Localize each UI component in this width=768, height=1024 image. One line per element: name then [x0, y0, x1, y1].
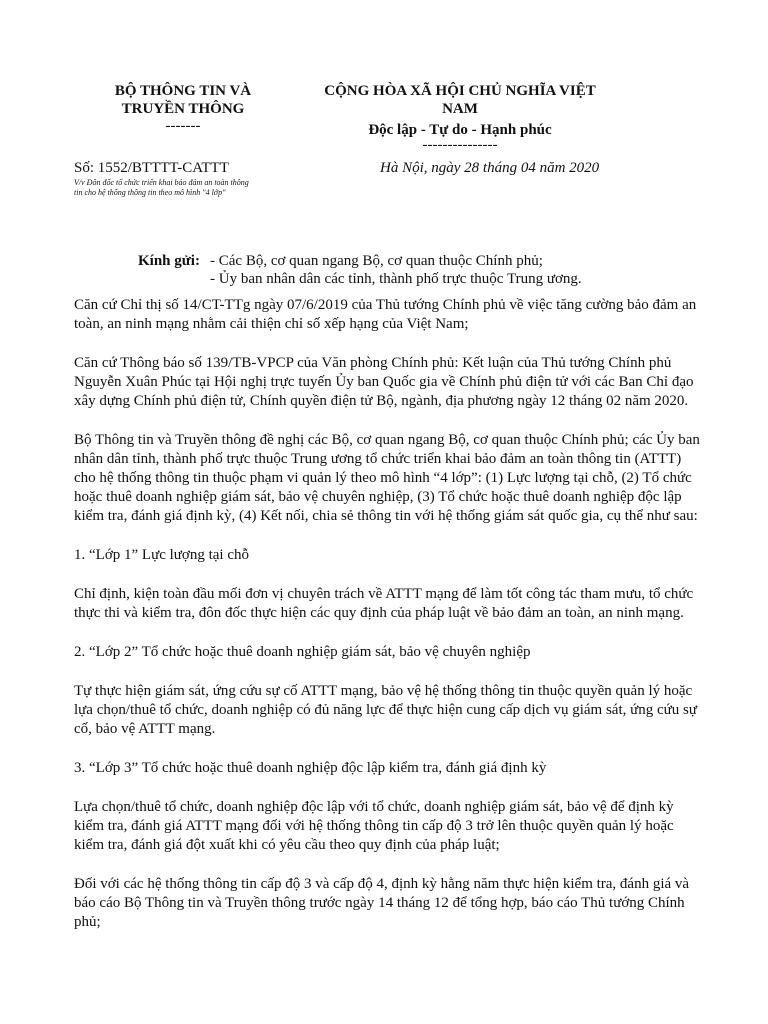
- paragraph-layer-3: Lựa chọn/thuê tổ chức, doanh nghiệp độc lập với tổ chức, doanh nghiệp giám sát, bảo vệ để định kỳ kiểm tra, đánh giá ATTT mạng đối với hệ thống thông tin cấp độ 3 trở lên thuộc quyền quản lý hoặc kiểm tra, đánh giá đột xuất khi có yêu cầu theo quy định của pháp luật;: [74, 799, 674, 853]
- section-heading-layer-3: 3. “Lớp 3” Tổ chức hoặc thuê doanh nghiệp độc lập kiểm tra, đánh giá định kỳ: [74, 760, 547, 776]
- paragraph-legal-basis-2: Căn cứ Thông báo số 139/TB-VPCP của Văn phòng Chính phủ: Kết luận của Thủ tướng Chính phủ Nguyễn Xuân Phúc tại Hội nghị trực tuyến Ủy ban Quốc gia về Chính phủ điện tử với các Ban Chỉ đạo xây dựng Chính phủ điện tử, Chính quyền điện tử Bộ, ngành, địa phương ngày 12 tháng 02 năm 2020.: [74, 355, 694, 409]
- document-body: [74, 296, 704, 952]
- country-name-line1: CỘNG HÒA XÃ HỘI CHỦ NGHĨA VIỆT: [324, 83, 596, 99]
- document-subject: [74, 178, 304, 198]
- document-number: Số: 1552/BTTTT-CATTT: [74, 160, 229, 176]
- recipients-block: [138, 252, 582, 288]
- agency-divider: -------: [165, 118, 201, 134]
- agency-name-line2: TRUYỀN THÔNG: [121, 101, 245, 117]
- paragraph-layer-1: Chỉ định, kiện toàn đầu mối đơn vị chuyên trách về ATTT mạng để làm tốt công tác tham mưu, tổ chức thực thi và kiểm tra, đôn đốc thực hiện các quy định của pháp luật về bảo đảm an toàn, an ninh mạng.: [74, 586, 694, 621]
- paragraph-request: Bộ Thông tin và Truyền thông đề nghị các Bộ, cơ quan ngang Bộ, cơ quan thuộc Chính phủ; các Ủy ban nhân dân tỉnh, thành phố trực thuộc Trung ương tổ chức triển khai bảo đảm an toàn thông tin (ATTT) cho hệ thống thông tin thuộc phạm vi quản lý theo mô hình “4 lớp”: (1) Lực lượng tại chỗ, (2) Tổ chức hoặc thuê doanh nghiệp giám sát, bảo vệ chuyên nghiệp, (3) Tổ chức hoặc thuê doanh nghiệp độc lập kiểm tra, đánh giá định kỳ, (4) Kết nối, chia sẻ thông tin với hệ thống giám sát quốc gia, cụ thể như sau:: [74, 432, 700, 524]
- issue-date: Hà Nội, ngày 28 tháng 04 năm 2020: [380, 160, 600, 176]
- paragraph-layer-2: Tự thực hiện giám sát, ứng cứu sự cố ATTT mạng, bảo vệ hệ thống thông tin thuộc quyền quản lý hoặc lựa chọn/thuê tổ chức, doanh nghiệp có đủ năng lực để thực hiện cung cấp dịch vụ giám sát, ứng cứu sự cố, bảo vệ ATTT mạng.: [74, 683, 697, 737]
- agency-header: [88, 82, 278, 134]
- recipients-label: Kính gửi:: [138, 253, 200, 269]
- national-motto: Độc lập - Tự do - Hạnh phúc: [368, 122, 552, 138]
- agency-name-line1: BỘ THÔNG TIN VÀ: [114, 83, 252, 99]
- section-heading-layer-1: 1. “Lớp 1” Lực lượng tại chỗ: [74, 547, 249, 563]
- recipient-line1: - Các Bộ, cơ quan ngang Bộ, cơ quan thuộc Chính phủ;: [210, 253, 543, 269]
- paragraph-layer-3-reporting: Đối với các hệ thống thông tin cấp độ 3 và cấp độ 4, định kỳ hằng năm thực hiện kiểm tra, đánh giá và báo cáo Bộ Thông tin và Truyền thông trước ngày 14 tháng 12 để tổng hợp, báo cáo Thủ tướng Chính phủ;: [74, 876, 690, 930]
- country-name-line2: NAM: [442, 101, 478, 117]
- recipient-line2: - Ủy ban nhân dân các tỉnh, thành phố trực thuộc Trung ương.: [210, 271, 582, 287]
- subject-line2: tin cho hệ thống thông tin theo mô hình "4 lớp": [74, 188, 226, 197]
- motto-divider: ---------------: [422, 137, 498, 153]
- national-header: [300, 82, 620, 151]
- subject-line1: V/v Đôn đốc tổ chức triển khai bảo đảm an toàn thông: [74, 178, 249, 187]
- paragraph-legal-basis-1: Căn cứ Chỉ thị số 14/CT-TTg ngày 07/6/2019 của Thủ tướng Chính phủ về việc tăng cường bảo đảm an toàn, an ninh mạng nhằm cải thiện chỉ số xếp hạng của Việt Nam;: [74, 297, 697, 332]
- section-heading-layer-2: 2. “Lớp 2” Tổ chức hoặc thuê doanh nghiệp giám sát, bảo vệ chuyên nghiệp: [74, 644, 531, 660]
